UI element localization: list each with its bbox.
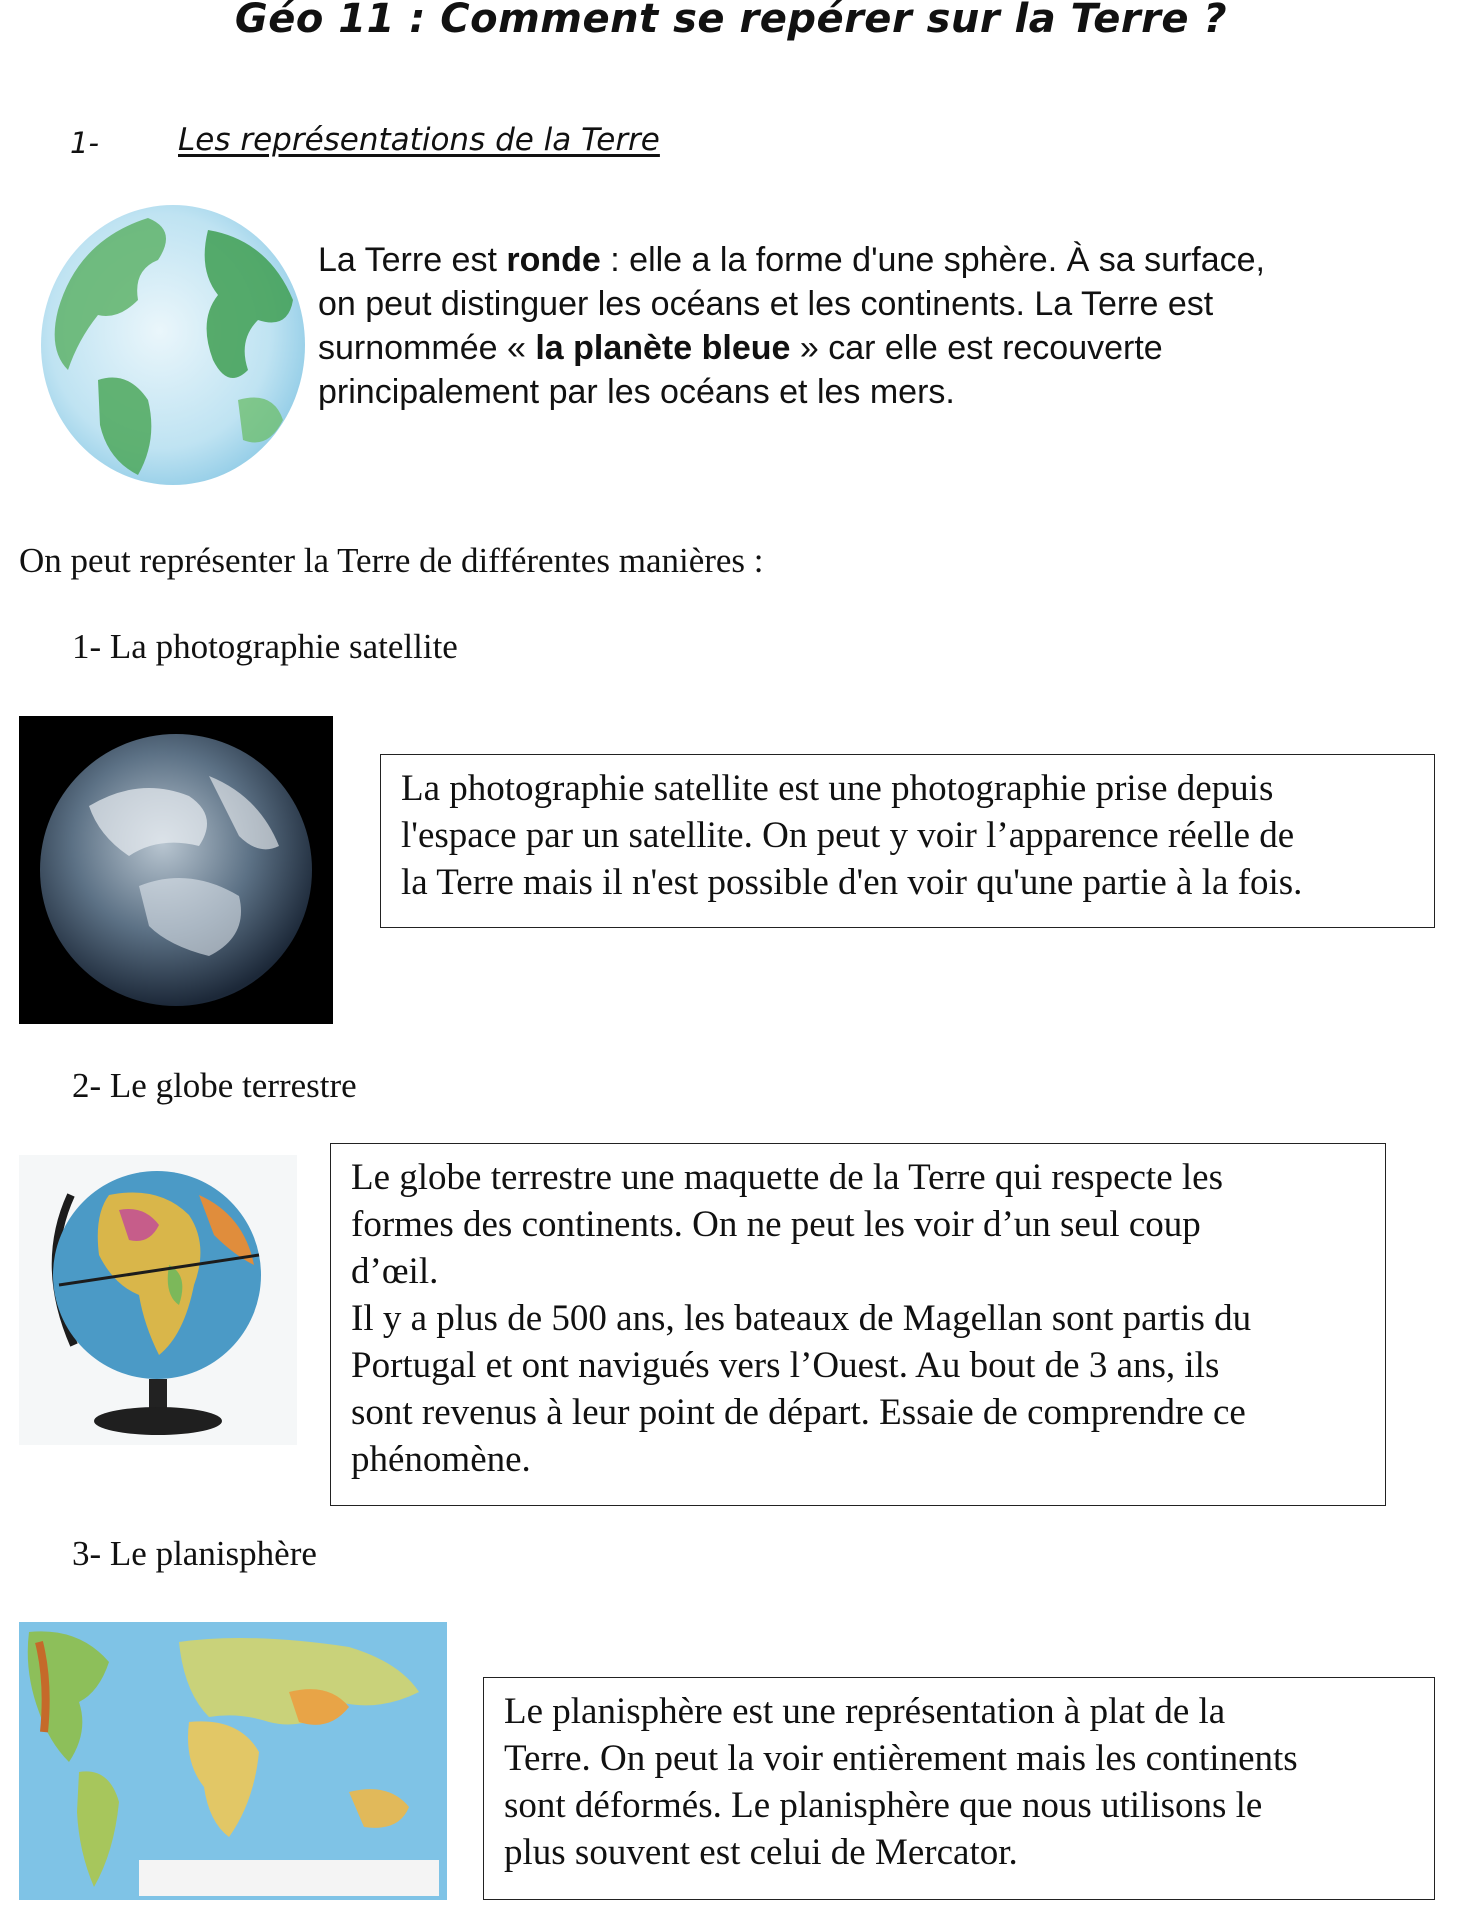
planisphere-text-line: sont déformés. Le planisphère que nous utilisons le [504, 1785, 1263, 1826]
planisphere-text-line: Terre. On peut la voir entièrement mais les continents [504, 1738, 1298, 1779]
satellite-text-line: La photographie satellite est une photographie prise depuis [401, 768, 1274, 809]
intro-paragraph [318, 238, 1438, 414]
satellite-text-line: la Terre mais il n'est possible d'en voir qu'une partie à la fois. [401, 862, 1303, 903]
planisphere-text-line: plus souvent est celui de Mercator. [504, 1832, 1018, 1873]
intro-text: : elle a la forme d'une sphère. À sa surface, [600, 241, 1266, 279]
globe-text-line: Portugal et ont navigués vers l’Ouest. Au bout de 3 ans, ils [351, 1345, 1220, 1386]
globe-text-line: phénomène. [351, 1439, 531, 1480]
heading-satellite: 1- La photographie satellite [72, 627, 458, 666]
heading-planisphere: 3- Le planisphère [72, 1534, 317, 1573]
globe-text-line: Le globe terrestre une maquette de la Terre qui respecte les [351, 1157, 1223, 1198]
planisphere-map-image [19, 1622, 447, 1900]
globe-image [19, 1155, 297, 1445]
satellite-text-box [380, 754, 1435, 928]
satellite-text-line: l'espace par un satellite. On peut y voir l’apparence réelle de [401, 815, 1295, 856]
section-number: 1- [70, 126, 99, 160]
globe-text-line: Il y a plus de 500 ans, les bateaux de Magellan sont partis du [351, 1298, 1252, 1339]
lead-sentence: On peut représenter la Terre de différentes manières : [19, 541, 764, 580]
intro-text: surnommée « [318, 329, 536, 367]
globe-text-line: sont revenus à leur point de départ. Essaie de comprendre ce [351, 1392, 1246, 1433]
globe-text-line: formes des continents. On ne peut les voir d’un seul coup [351, 1204, 1201, 1245]
planisphere-text-box [483, 1677, 1435, 1900]
intro-line: on peut distinguer les océans et les continents. La Terre est [318, 285, 1214, 323]
intro-text: » car elle est recouverte [790, 329, 1163, 367]
planisphere-text-line: Le planisphère est une représentation à plat de la [504, 1691, 1226, 1732]
intro-bold-planete-bleue: la planète bleue [535, 329, 791, 367]
intro-line: principalement par les océans et les mers. [318, 373, 955, 411]
intro-bold-ronde: ronde [506, 241, 601, 279]
globe-text-line: d’œil. [351, 1251, 439, 1292]
intro-text: La Terre est [318, 241, 507, 279]
heading-globe: 2- Le globe terrestre [72, 1066, 357, 1105]
page-title: Géo 11 : Comment se repérer sur la Terre ? [234, 0, 1228, 42]
satellite-photo-image [19, 716, 333, 1024]
section-title: Les représentations de la Terre [178, 122, 660, 158]
watercolor-earth-image [38, 200, 308, 490]
globe-text-box [330, 1143, 1386, 1506]
